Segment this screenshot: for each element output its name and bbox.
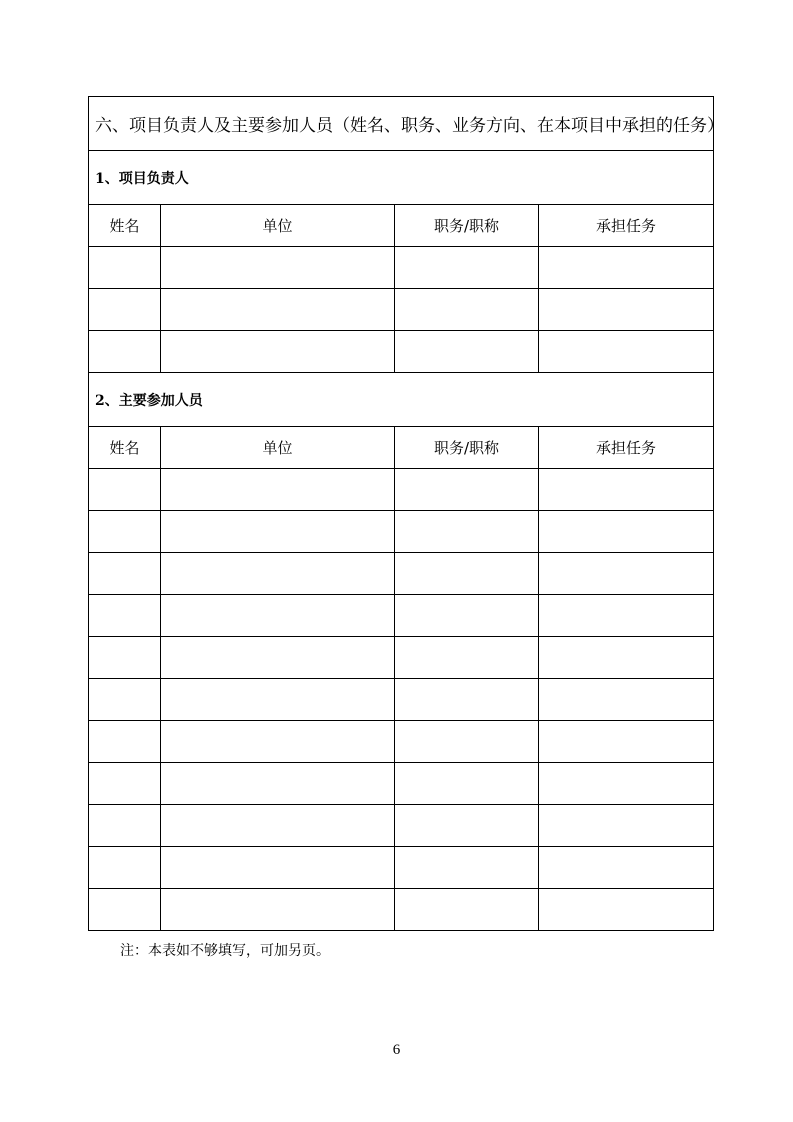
name-cell[interactable] (89, 889, 161, 931)
table-row (89, 805, 714, 847)
table-row (89, 595, 714, 637)
task-cell[interactable] (539, 847, 714, 889)
unit-cell[interactable] (161, 637, 395, 679)
column-header-task: 承担任务 (539, 427, 714, 469)
unit-cell[interactable] (161, 805, 395, 847)
title-cell[interactable] (395, 289, 539, 331)
name-cell[interactable] (89, 469, 161, 511)
table-row (89, 289, 714, 331)
table-row (89, 847, 714, 889)
table-row (89, 511, 714, 553)
table-title: 六、项目负责人及主要参加人员（姓名、职务、业务方向、在本项目中承担的任务） (89, 97, 714, 151)
personnel-table (88, 96, 724, 931)
page-number: 6 (392, 1042, 401, 1058)
task-cell[interactable] (539, 247, 714, 289)
name-cell[interactable] (89, 331, 161, 373)
section-row (89, 373, 714, 427)
title-cell[interactable] (395, 847, 539, 889)
section-label-leader: 1、项目负责人 (89, 151, 714, 205)
column-header-task: 承担任务 (539, 205, 714, 247)
title-cell[interactable] (395, 889, 539, 931)
unit-cell[interactable] (161, 553, 395, 595)
section-label-members: 2、主要参加人员 (89, 373, 714, 427)
name-cell[interactable] (89, 247, 161, 289)
task-cell[interactable] (539, 289, 714, 331)
title-cell[interactable] (395, 721, 539, 763)
task-cell[interactable] (539, 637, 714, 679)
task-cell[interactable] (539, 721, 714, 763)
name-cell[interactable] (89, 553, 161, 595)
name-cell[interactable] (89, 595, 161, 637)
unit-cell[interactable] (161, 721, 395, 763)
title-cell[interactable] (395, 469, 539, 511)
task-cell[interactable] (539, 889, 714, 931)
column-header-title: 职务/职称 (395, 427, 539, 469)
title-row (89, 97, 714, 151)
task-cell[interactable] (539, 331, 714, 373)
title-cell[interactable] (395, 595, 539, 637)
name-cell[interactable] (89, 847, 161, 889)
column-header-title: 职务/职称 (395, 205, 539, 247)
task-cell[interactable] (539, 553, 714, 595)
unit-cell[interactable] (161, 679, 395, 721)
section-row (89, 151, 714, 205)
title-cell[interactable] (395, 247, 539, 289)
table-row (89, 721, 714, 763)
title-cell[interactable] (395, 637, 539, 679)
title-cell[interactable] (395, 805, 539, 847)
title-cell[interactable] (395, 511, 539, 553)
title-cell[interactable] (395, 763, 539, 805)
table-row (89, 331, 714, 373)
name-cell[interactable] (89, 721, 161, 763)
task-cell[interactable] (539, 679, 714, 721)
task-cell[interactable] (539, 763, 714, 805)
unit-cell[interactable] (161, 511, 395, 553)
name-cell[interactable] (89, 289, 161, 331)
name-cell[interactable] (89, 679, 161, 721)
unit-cell[interactable] (161, 469, 395, 511)
task-cell[interactable] (539, 805, 714, 847)
footnote: 注：本表如不够填写，可加另页。 (120, 943, 330, 959)
column-header-name: 姓名 (89, 205, 161, 247)
header-row (89, 205, 714, 247)
table-row (89, 469, 714, 511)
header-row (89, 427, 714, 469)
table-row (89, 763, 714, 805)
task-cell[interactable] (539, 595, 714, 637)
title-cell[interactable] (395, 553, 539, 595)
unit-cell[interactable] (161, 331, 395, 373)
column-header-name: 姓名 (89, 427, 161, 469)
name-cell[interactable] (89, 805, 161, 847)
title-cell[interactable] (395, 679, 539, 721)
unit-cell[interactable] (161, 763, 395, 805)
name-cell[interactable] (89, 637, 161, 679)
task-cell[interactable] (539, 469, 714, 511)
unit-cell[interactable] (161, 289, 395, 331)
task-cell[interactable] (539, 511, 714, 553)
table-row (89, 247, 714, 289)
column-header-unit: 单位 (161, 205, 395, 247)
title-cell[interactable] (395, 331, 539, 373)
unit-cell[interactable] (161, 847, 395, 889)
table-row (89, 889, 714, 931)
unit-cell[interactable] (161, 247, 395, 289)
unit-cell[interactable] (161, 595, 395, 637)
unit-cell[interactable] (161, 889, 395, 931)
name-cell[interactable] (89, 763, 161, 805)
name-cell[interactable] (89, 511, 161, 553)
column-header-unit: 单位 (161, 427, 395, 469)
table-row (89, 679, 714, 721)
table-row (89, 553, 714, 595)
table-row (89, 637, 714, 679)
